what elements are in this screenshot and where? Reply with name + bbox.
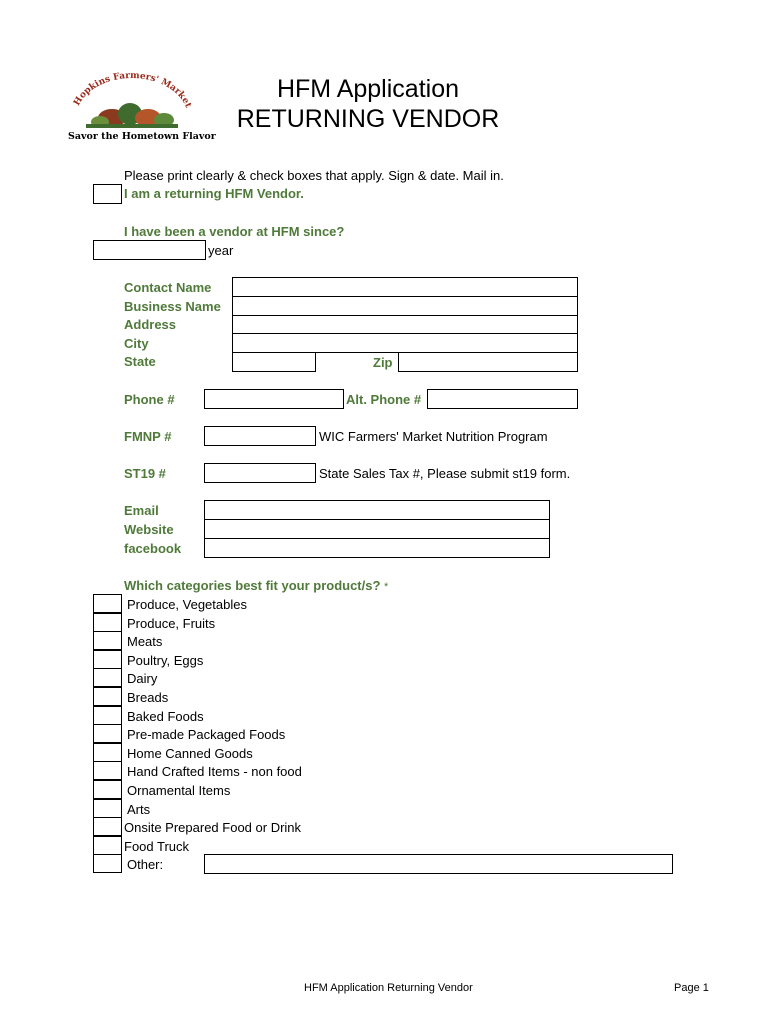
category-label-dairy: Dairy <box>127 671 158 687</box>
page-number: Page 1 <box>674 982 709 994</box>
category-label-produce-vegetables: Produce, Vegetables <box>127 597 247 612</box>
facebook-input[interactable] <box>204 538 550 558</box>
phone-label: Phone # <box>124 392 175 407</box>
logo-arc-text: Hopkins Farmers' Market <box>72 70 193 110</box>
logo <box>62 70 216 145</box>
category-label-hand-crafted-items: Hand Crafted Items - non food <box>127 764 302 780</box>
category-label-poultry-eggs: Poultry, Eggs <box>127 652 204 668</box>
logo-graphic <box>62 70 202 130</box>
category-checkbox-dairy[interactable] <box>93 668 122 687</box>
fmnp-note: WIC Farmers' Market Nutrition Program <box>319 429 548 444</box>
st19-note: State Sales Tax #, Please submit st19 form. <box>319 466 571 481</box>
category-checkbox-arts[interactable] <box>93 799 122 818</box>
zip-label: Zip <box>373 355 393 370</box>
contact-name-label: Contact Name <box>124 280 212 295</box>
returning-vendor-checkbox[interactable] <box>93 184 122 204</box>
year-label: year <box>208 243 234 258</box>
category-label-baked-foods: Baked Foods <box>127 708 204 724</box>
categories-question <box>124 578 388 593</box>
category-label-meats: Meats <box>127 634 163 650</box>
zip-input[interactable] <box>398 352 578 372</box>
category-label-pre-made-packaged-foods: Pre-made Packaged Foods <box>127 727 286 743</box>
address-label: Address <box>124 317 177 332</box>
logo-ground <box>86 124 178 128</box>
footer-title: HFM Application Returning Vendor <box>304 982 473 994</box>
website-label: Website <box>124 522 174 537</box>
category-checkbox-hand-crafted-items[interactable] <box>93 761 122 780</box>
other-category-input[interactable] <box>204 854 673 874</box>
category-checkbox-food-truck[interactable] <box>93 836 122 855</box>
phone-input[interactable] <box>204 389 344 409</box>
category-list <box>93 594 693 876</box>
title-line-1: HFM Application <box>276 75 460 103</box>
st19-label: ST19 # <box>124 466 166 481</box>
category-label-food-truck: Food Truck <box>124 838 190 854</box>
contact-name-input[interactable] <box>232 277 578 297</box>
email-input[interactable] <box>204 500 550 520</box>
category-label-breads: Breads <box>127 690 169 705</box>
fmnp-label: FMNP # <box>124 429 172 444</box>
category-checkbox-poultry-eggs[interactable] <box>93 650 122 669</box>
state-label: State <box>124 354 156 369</box>
email-label: Email <box>124 503 159 518</box>
category-checkbox-baked-foods[interactable] <box>93 706 122 725</box>
title-line-2: RETURNING VENDOR <box>236 105 500 133</box>
city-label: City <box>124 336 149 351</box>
address-input[interactable] <box>232 315 578 335</box>
business-name-label: Business Name <box>124 299 221 314</box>
category-label-other: Other: <box>127 857 164 873</box>
category-label-home-canned-goods: Home Canned Goods <box>127 745 253 761</box>
page-title <box>218 74 518 134</box>
category-checkbox-breads[interactable] <box>93 687 122 706</box>
instructions-text: Please print clearly & check boxes that apply. Sign & date. Mail in. <box>124 168 504 183</box>
category-checkbox-ornamental-items[interactable] <box>93 780 122 799</box>
category-label-ornamental-items: Ornamental Items <box>127 783 231 798</box>
website-input[interactable] <box>204 519 550 539</box>
fmnp-input[interactable] <box>204 426 316 446</box>
category-checkbox-pre-made-packaged-foods[interactable] <box>93 724 122 743</box>
returning-vendor-label: I am a returning HFM Vendor. <box>124 186 304 201</box>
vendor-since-question: I have been a vendor at HFM since? <box>124 224 345 239</box>
alt-phone-label: Alt. Phone # <box>346 392 422 407</box>
category-checkbox-other[interactable] <box>93 854 122 873</box>
alt-phone-input[interactable] <box>427 389 578 409</box>
category-label-produce-fruits: Produce, Fruits <box>127 615 216 631</box>
facebook-label: facebook <box>124 541 182 556</box>
category-checkbox-home-canned-goods[interactable] <box>93 743 122 762</box>
logo-tagline: Savor the Hometown Flavor <box>68 131 216 142</box>
vendor-since-year-input[interactable] <box>93 240 206 260</box>
category-checkbox-produce-vegetables[interactable] <box>93 594 122 613</box>
category-checkbox-produce-fruits[interactable] <box>93 613 122 632</box>
category-label-onsite-prepared-food: Onsite Prepared Food or Drink <box>124 820 302 836</box>
category-checkbox-onsite-prepared-food[interactable] <box>93 817 122 836</box>
categories-question-text: Which categories best fit your product/s? <box>124 578 381 593</box>
category-label-arts: Arts <box>127 801 151 817</box>
state-input[interactable] <box>232 352 316 372</box>
required-mark: * <box>384 581 389 593</box>
business-name-input[interactable] <box>232 296 578 316</box>
st19-input[interactable] <box>204 463 316 483</box>
category-checkbox-meats[interactable] <box>93 631 122 650</box>
city-input[interactable] <box>232 333 578 353</box>
